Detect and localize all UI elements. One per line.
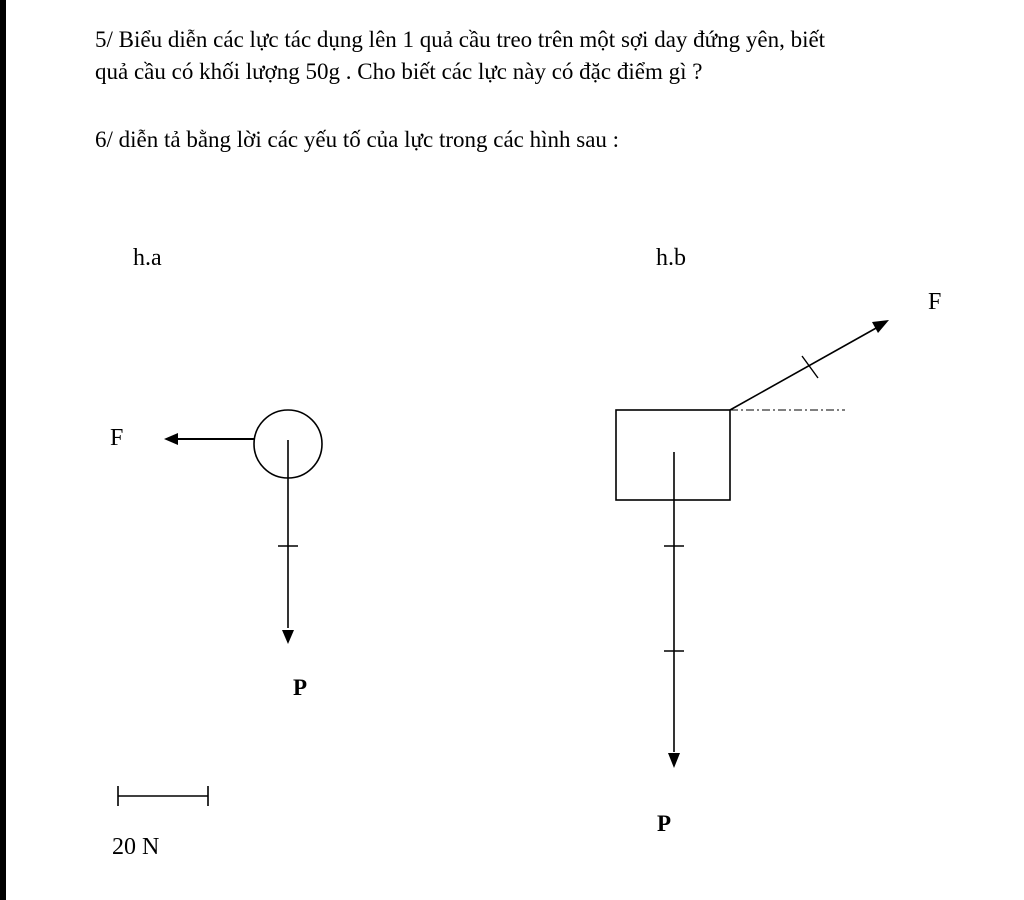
figure-a-label: h.a	[133, 245, 162, 271]
figure-b-f-tick	[802, 356, 818, 378]
figure-b-force-f-label: F	[928, 289, 942, 315]
question-5-line-2: quả cầu có khối lượng 50g . Cho biết các lực này có đặc điểm gì ?	[95, 59, 703, 84]
figure-b-force-f-arrow	[730, 327, 878, 410]
scale-label: 20 N	[112, 834, 160, 860]
figure-a-force-f-label: F	[110, 425, 124, 451]
figure-a-force-p-arrowhead	[282, 630, 294, 644]
figure-b-diagram	[616, 320, 889, 768]
figure-b-force-p-label: P	[657, 811, 672, 836]
figure-a-force-p-label: P	[293, 675, 308, 700]
question-5-line-1: 5/ Biểu diễn các lực tác dụng lên 1 quả cầu treo trên một sợi day đứng yên, biết	[95, 27, 826, 52]
figure-a-diagram	[164, 410, 322, 644]
figure-b-force-f-arrowhead	[872, 320, 889, 333]
figure-a-force-f-arrowhead	[164, 433, 178, 445]
figure-b-force-p-arrowhead	[668, 753, 680, 768]
question-6: 6/ diễn tả bằng lời các yếu tố của lực trong các hình sau :	[95, 127, 620, 152]
figure-b-label: h.b	[656, 245, 686, 271]
scale-bar	[118, 786, 208, 806]
figure-b-block	[616, 410, 730, 500]
